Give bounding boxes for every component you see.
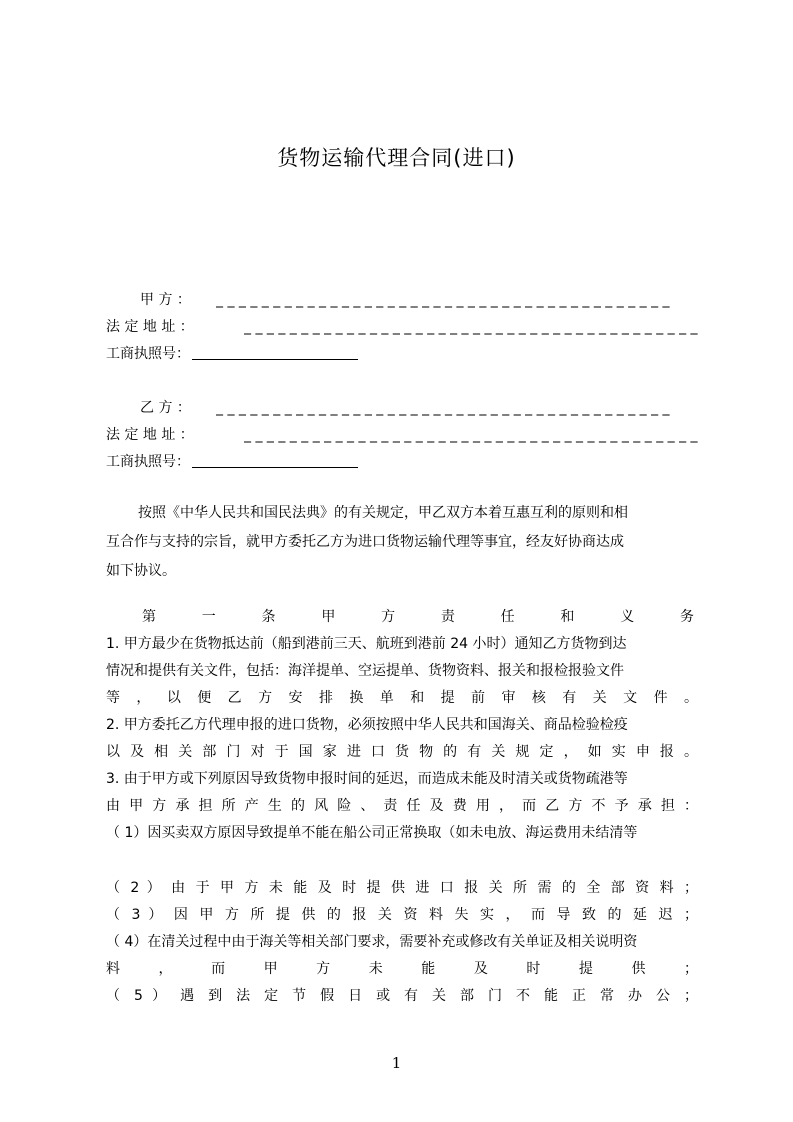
party-a-name-blank: _ _ _ _ _ _ _ _ _ _ _ _ _ _ _ _ _ _ _ _ _ _ _ _ _ _ _ _ _ _ _ _ _ _ _ _ _ _ _ _: [216, 292, 670, 308]
party-b-license-label: 工商执照号：: [106, 454, 190, 470]
clause-line: 2. 甲方委托乙方代理申报的进口货物，必须按照中华人民共和国海关、商品检验检疫: [106, 717, 628, 733]
party-a-address-field: [106, 315, 698, 339]
party-a-address-label: 法 定 地 址 ：: [106, 319, 194, 335]
party-a-name-field: [106, 288, 698, 312]
party-a-license-label: 工商执照号：: [106, 346, 190, 362]
party-a-license-blank: [192, 342, 358, 360]
clause-line: （ 4）在清关过程中由于海关等相关部门要求，需要补充或修改有关单证及相关说明资: [106, 934, 638, 950]
clause-line: （ 2 ） 由 于 甲 方 未 能 及 时 提 供 进 口 报 关 所 需 的 全 部 资 料 ；: [106, 880, 698, 896]
party-b-address-label: 法 定 地 址 ：: [106, 427, 194, 443]
clause-line: 1. 甲方最少在货物抵达前（船到港前三天、航班到港前 24 小时）通知乙方货物到达: [106, 636, 627, 652]
party-b-address-field: [106, 423, 698, 447]
preamble-line: 如下协议。: [106, 563, 176, 579]
page-number: 1: [391, 1054, 402, 1072]
party-a-name-label: 甲 方 ：: [140, 292, 191, 308]
clause-line: （ 5 ） 遇 到 法 定 节 假 日 或 有 关 部 门 不 能 正 常 办 公 ；: [106, 988, 698, 1004]
preamble-line: 互合作与支持的宗旨，就甲方委托乙方为进口货物运输代理等事宜，经友好协商达成: [106, 534, 624, 550]
party-b-name-blank: _ _ _ _ _ _ _ _ _ _ _ _ _ _ _ _ _ _ _ _ _ _ _ _ _ _ _ _ _ _ _ _ _ _ _ _ _ _ _ _: [216, 400, 670, 416]
clause-line: 料 ， 而 甲 方 未 能 及 时 提 供 ；: [106, 961, 698, 977]
clause-line: （ 1）因买卖双方原因导致提单不能在船公司正常换取（如未电放、海运费用未结清等: [106, 825, 638, 841]
document-title: 货物运输代理合同(进口): [277, 146, 516, 170]
clause-line: 情况和提供有关文件，包括：海洋提单、空运提单、货物资料、报关和报检报验文件: [106, 663, 624, 679]
preamble-line: 按照《中华人民共和国民法典》的有关规定，甲乙双方本着互惠互利的原则和相: [138, 505, 628, 521]
clause-line: 3. 由于甲方或下列原因导致货物申报时间的延迟，而造成未能及时清关或货物疏港等: [106, 771, 628, 787]
party-b-license-field: [106, 450, 698, 474]
article-1-heading: 第 一 条 甲 方 责 任 和 义 务: [142, 609, 694, 625]
clause-line: 由 甲 方 承 担 所 产 生 的 风 险 、 责 任 及 费 用 ， 而 乙 方 不 予 承 担 ：: [106, 798, 698, 814]
party-b-name-field: [106, 396, 698, 420]
party-a-address-blank: _ _ _ _ _ _ _ _ _ _ _ _ _ _ _ _ _ _ _ _ _ _ _ _ _ _ _ _ _ _ _ _ _ _ _ _ _ _ _ _: [244, 319, 698, 335]
clause-line: （ 3 ） 因 甲 方 所 提 供 的 报 关 资 料 失 实 ， 而 导 致 的 延 迟 ；: [106, 907, 698, 923]
clause-line: 等 ， 以 便 乙 方 安 排 换 单 和 提 前 审 核 有 关 文 件 。: [106, 690, 698, 706]
party-b-license-blank: [192, 450, 358, 468]
clause-line: 以 及 相 关 部 门 对 于 国 家 进 口 货 物 的 有 关 规 定 ， 如 实 申 报 。: [106, 744, 698, 760]
party-a-license-field: [106, 342, 698, 366]
party-b-name-label: 乙 方 ：: [140, 400, 191, 416]
party-b-address-blank: _ _ _ _ _ _ _ _ _ _ _ _ _ _ _ _ _ _ _ _ _ _ _ _ _ _ _ _ _ _ _ _ _ _ _ _ _ _ _ _: [244, 427, 698, 443]
